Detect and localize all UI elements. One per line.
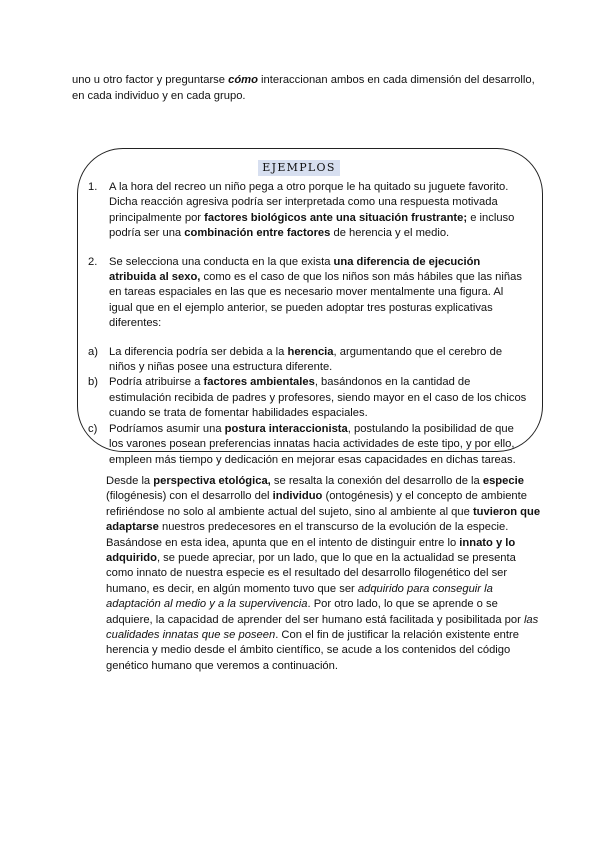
item-text: La diferencia podría ser debida a la: [109, 345, 288, 358]
ethology-paragraph: [106, 474, 542, 674]
para-text: Desde la: [106, 475, 154, 487]
intro-text-2: interaccionan ambos en cada dimensión del desarrollo, en cada individuo y en cada grupo.: [72, 74, 535, 102]
item-bold: factores biológicos ante una situación frustrante;: [204, 211, 468, 224]
item-number: 2.: [88, 255, 98, 268]
item-text: , postulando la posibilidad de que los varones posean preferencias innatas hacia actividades de este tipo, y por ello, empleen más tiempo y dedicación en mejorar esas capacidades en dichas tareas.: [109, 422, 516, 466]
para-text: (filogénesis) con el desarrollo del: [106, 490, 273, 503]
example-item-b: [88, 375, 528, 421]
intro-paragraph: [72, 72, 542, 104]
example-item-1: [88, 180, 528, 242]
para-bold: especie: [482, 475, 524, 487]
item-text: , basándonos en la cantidad de estimulación recibida de padres y profesores, siendo mayor en el caso de los chicos cuando se trata de fomentar habilidades espaciales.: [109, 376, 527, 420]
para-text: , se puede apreciar, por un lado, que lo que en la actualidad se presenta como innato de nuestra especie es el resultado del desarrollo filogenético del ser humano, es decir, en algún momento tuvo que ser: [106, 552, 516, 595]
item-text: de herencia y el medio.: [330, 227, 450, 240]
item-letter: b): [88, 376, 98, 389]
item-letter: a): [88, 345, 98, 358]
item-bold: una diferencia de ejecución atribuida al sexo,: [109, 255, 481, 284]
intro-text-1: uno u otro factor y preguntarse: [72, 74, 229, 86]
example-item-c: [88, 422, 528, 468]
para-bold: individuo: [272, 490, 323, 503]
examples-list: [88, 180, 528, 468]
item-text: A la hora del recreo un niño pega a otro porque le ha quitado su juguete favorito. Dicha reacción agresiva podría ser interpretada como una respuesta motivada principalmente por: [109, 181, 509, 224]
examples-title: EJEMPLOS: [258, 160, 340, 176]
item-bold: factores ambientales: [203, 376, 315, 389]
item-text: e incluso podría ser una: [109, 211, 515, 240]
item-bold: postura interaccionista: [224, 422, 348, 435]
intro-emphasis: cómo: [228, 74, 258, 86]
para-bold: innato y lo adquirido: [106, 536, 516, 565]
para-text: . Por otro lado, lo que se aprende o se adquiere, la capacidad de aprender del ser humano está facilitada y posibilitada por: [106, 598, 524, 626]
para-bold: perspectiva etológica,: [153, 475, 271, 487]
para-italic: las cualidades innatas que se poseen: [106, 613, 539, 642]
para-text: nuestros predecesores en el transcurso de la evolución de la especie. Basándose en esta idea, apunta que en el intento de distinguir entre lo: [106, 521, 509, 549]
item-text: , argumentando que el cerebro de niños y niñas posee una estructura diferente.: [109, 345, 503, 374]
item-text: Podría atribuirse a: [109, 376, 204, 389]
item-letter: c): [88, 422, 98, 435]
item-text: Se selecciona una conducta en la que exista: [109, 255, 334, 268]
para-text: . Con el fin de justificar la relación existente entre herencia y medio desde el ámbito científico, se acude a los contenidos del código genético humano que veremos a continuación.: [106, 629, 519, 672]
para-italic: adquirido para conseguir la adaptación al medio y a la supervivencia: [106, 582, 493, 611]
para-text: se resalta la conexión del desarrollo de la: [270, 475, 483, 487]
item-number: 1.: [88, 181, 98, 193]
item-bold: herencia: [287, 345, 334, 358]
example-item-2: [88, 255, 528, 332]
example-item-a: [88, 345, 528, 376]
para-bold: tuvieron que adaptarse: [106, 505, 541, 534]
item-bold: combinación entre factores: [184, 227, 331, 240]
para-text: (ontogénesis) y el concepto de ambiente refiriéndose no solo al ambiente actual del sujeto, sino al ambiente al que: [106, 490, 527, 518]
item-text: Podríamos asumir una: [109, 422, 225, 435]
item-text: como es el caso de que los niños son más hábiles que las niñas en tareas espaciales en las que es necesario mover mentalmente una figura. Al igual que en el ejemplo anterior, se pueden adoptar tres posturas explicativas diferentes:: [109, 271, 522, 330]
